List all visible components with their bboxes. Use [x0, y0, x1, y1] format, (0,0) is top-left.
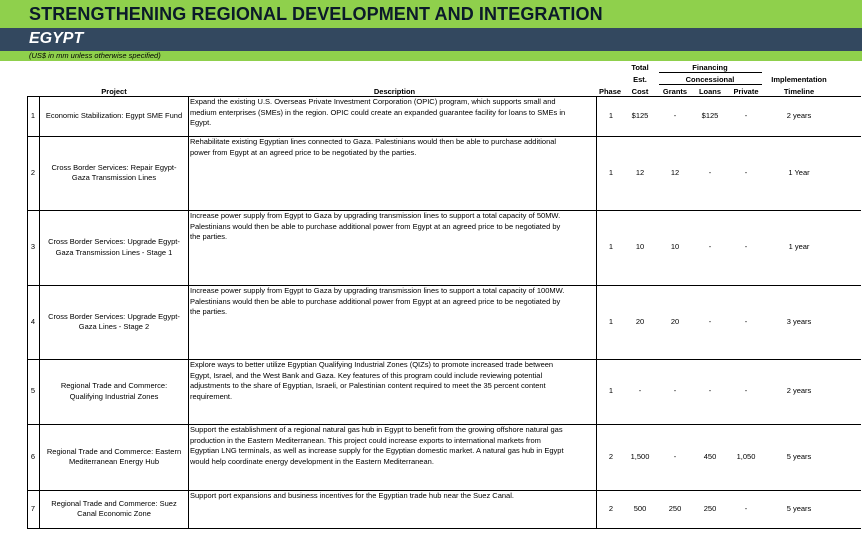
project-name-line: Mediterranean Energy Hub — [68, 457, 160, 466]
header-project: Project — [101, 87, 127, 96]
table-rule — [27, 528, 861, 529]
description-line: Increase power supply from Egypt to Gaza by upgrading transmission lines to support a total capacity of 50MW. — [190, 211, 561, 220]
private-value: 1,050 — [736, 451, 756, 461]
project-name — [40, 312, 188, 333]
description-line: Egypt. — [190, 118, 212, 127]
header-total-3: Cost — [631, 87, 649, 96]
project-name-line: Cross Border Services: Upgrade Egypt- — [48, 311, 180, 321]
description — [190, 211, 598, 243]
private-value: - — [744, 386, 748, 396]
project-name-line: Cross Border Services: Upgrade Egypt- — [48, 237, 180, 246]
description — [190, 491, 598, 502]
project-name — [40, 447, 188, 468]
description — [190, 360, 598, 402]
concessional-underline — [659, 84, 762, 85]
grants-value: - — [673, 386, 677, 396]
private-value: - — [744, 110, 748, 120]
description — [190, 97, 598, 129]
description-line: medium enterprises (SMEs) in the region. OPIC could create an expanded guarantee facility for loans to SMEs in — [190, 107, 566, 117]
title-bar — [0, 0, 862, 28]
description-line: Expand the existing U.S. Overseas Private Investment Corporation (OPIC) program, which supports small and — [190, 97, 556, 106]
timeline-value: 5 years — [786, 503, 812, 513]
timeline-value: 5 years — [786, 451, 812, 461]
private-value: - — [744, 242, 748, 252]
financing-underline — [659, 72, 762, 73]
description — [190, 137, 598, 158]
grants-value: 12 — [670, 167, 680, 177]
row-number: 5 — [30, 386, 36, 396]
total-cost-value: - — [638, 386, 642, 396]
phase-value: 1 — [608, 110, 614, 120]
row-number: 2 — [30, 167, 36, 177]
project-name — [40, 381, 188, 402]
timeline-value: 3 years — [786, 316, 812, 326]
timeline-value: 2 years — [786, 386, 812, 396]
private-value: - — [744, 503, 748, 513]
project-name-line: Cross Border Services: Repair Egypt- — [51, 162, 177, 172]
grants-value: - — [673, 451, 677, 461]
row-number: 6 — [30, 451, 36, 461]
table-border-left — [27, 96, 28, 529]
description-line: production in the Eastern Mediterranean. This project could increase exports to international markets from — [190, 435, 541, 445]
timeline-value: 2 years — [786, 110, 812, 120]
total-cost-value: 1,500 — [630, 451, 650, 461]
grants-value: - — [673, 110, 677, 120]
project-name — [40, 237, 188, 258]
project-name-line: Regional Trade and Commerce: Eastern — [46, 446, 182, 456]
description-line: Rehabilitate existing Egyptian lines connected to Gaza. Palestinians would then be able to purchase additional — [190, 137, 557, 146]
phase-value: 1 — [608, 167, 614, 177]
header-implementation: Implementation — [771, 75, 827, 84]
grants-value: 10 — [670, 242, 680, 252]
description-line: Palestinians would then be able to purchase additional power from Egypt at an agreed price to be negotiated by — [190, 221, 561, 231]
page-title: STRENGTHENING REGIONAL DEVELOPMENT AND INTEGRATION — [29, 4, 603, 24]
header-concessional: Concessional — [685, 75, 735, 84]
total-cost-value: 500 — [633, 503, 647, 513]
description-line: Support the establishment of a regional natural gas hub in Egypt to benefit from the growing offshore natural gas — [190, 425, 563, 434]
phase-value: 1 — [608, 242, 614, 252]
project-name — [40, 499, 188, 520]
country-bar — [0, 28, 862, 51]
description-line: Egyptian LNG terminals, as well as increase supply for the Egyptian domestic market. A natural gas hub in Egypt — [190, 446, 564, 455]
description-line: power from Egypt at an agreed price to be negotiated by the parties. — [190, 147, 417, 157]
grants-value: 20 — [670, 316, 680, 326]
grants-value: 250 — [668, 503, 682, 513]
header-private: Private — [733, 87, 759, 96]
header-phase: Phase — [598, 87, 622, 96]
header-loans: Loans — [698, 87, 722, 96]
row-number: 1 — [30, 110, 36, 120]
total-cost-value: 10 — [635, 242, 645, 252]
timeline-value: 1 Year — [788, 167, 810, 177]
column-divider — [188, 96, 189, 529]
project-name-line: Gaza Lines - Stage 2 — [78, 322, 150, 331]
phase-value: 1 — [608, 386, 614, 396]
note-bar — [0, 51, 862, 61]
description-line: Egypt, Israel, and the West Bank and Gaza. Key features of this program could include reviewing potential — [190, 370, 543, 380]
project-name-line: Economic Stabilization: Egypt SME Fund — [45, 110, 183, 120]
project-name-line: Regional Trade and Commerce: Suez — [51, 498, 177, 508]
project-name-line: Gaza Transmission Lines — [71, 173, 157, 182]
timeline-value: 1 year — [788, 242, 810, 252]
currency-note: (US$ in mm unless otherwise specified) — [29, 51, 161, 60]
header-timeline: Timeline — [783, 87, 815, 96]
description-line: requirement. — [190, 391, 233, 401]
loans-value: - — [708, 386, 712, 396]
project-name — [40, 111, 188, 122]
loans-value: - — [708, 167, 712, 177]
header-total-1: Total — [631, 63, 649, 72]
total-cost-value: $125 — [631, 110, 649, 120]
private-value: - — [744, 316, 748, 326]
phase-value: 2 — [608, 451, 614, 461]
loans-value: - — [708, 242, 712, 252]
description-line: Palestinians would then be able to purchase additional power from Egypt at an agreed price to be negotiated by — [190, 296, 561, 306]
phase-value: 2 — [608, 503, 614, 513]
loans-value: 250 — [703, 503, 717, 513]
project-name-line: Canal Economic Zone — [77, 509, 151, 518]
description-line: would help coordinate energy development in the Eastern Mediterranean. — [190, 456, 434, 466]
total-cost-value: 12 — [635, 167, 645, 177]
header-grants: Grants — [662, 87, 688, 96]
project-name — [40, 163, 188, 184]
description-line: Explore ways to better utilize Egyptian Qualifying Industrial Zones (QIZs) to promote increased trade between — [190, 360, 554, 369]
loans-value: - — [708, 316, 712, 326]
row-number: 3 — [30, 242, 36, 252]
header-total-2: Est. — [633, 75, 647, 84]
description-line: adjustments to the share of Egyptian, Israeli, or Palestinian content required to meet the 35 percent content — [190, 381, 546, 390]
row-number: 4 — [30, 316, 36, 326]
project-name-line: Regional Trade and Commerce: — [60, 381, 168, 390]
project-name-line: Qualifying Industrial Zones — [69, 391, 159, 401]
description-line: the parties. — [190, 232, 228, 241]
header-financing: Financing — [692, 63, 728, 72]
loans-value: 450 — [703, 451, 717, 461]
total-cost-value: 20 — [635, 316, 645, 326]
phase-value: 1 — [608, 316, 614, 326]
loans-value: $125 — [701, 110, 719, 120]
description — [190, 286, 598, 318]
row-number: 7 — [30, 503, 36, 513]
description-line: Support port expansions and business incentives for the Egyptian trade hub near the Suez Canal. — [190, 491, 514, 500]
project-name-line: Gaza Transmission Lines - Stage 1 — [55, 247, 173, 257]
description — [190, 425, 598, 467]
country-name: EGYPT — [29, 30, 84, 47]
header-description: Description — [373, 87, 416, 96]
description-line: the parties. — [190, 307, 228, 316]
description-line: Increase power supply from Egypt to Gaza by upgrading transmission lines to support a total capacity of 100MW. — [190, 286, 565, 295]
private-value: - — [744, 167, 748, 177]
